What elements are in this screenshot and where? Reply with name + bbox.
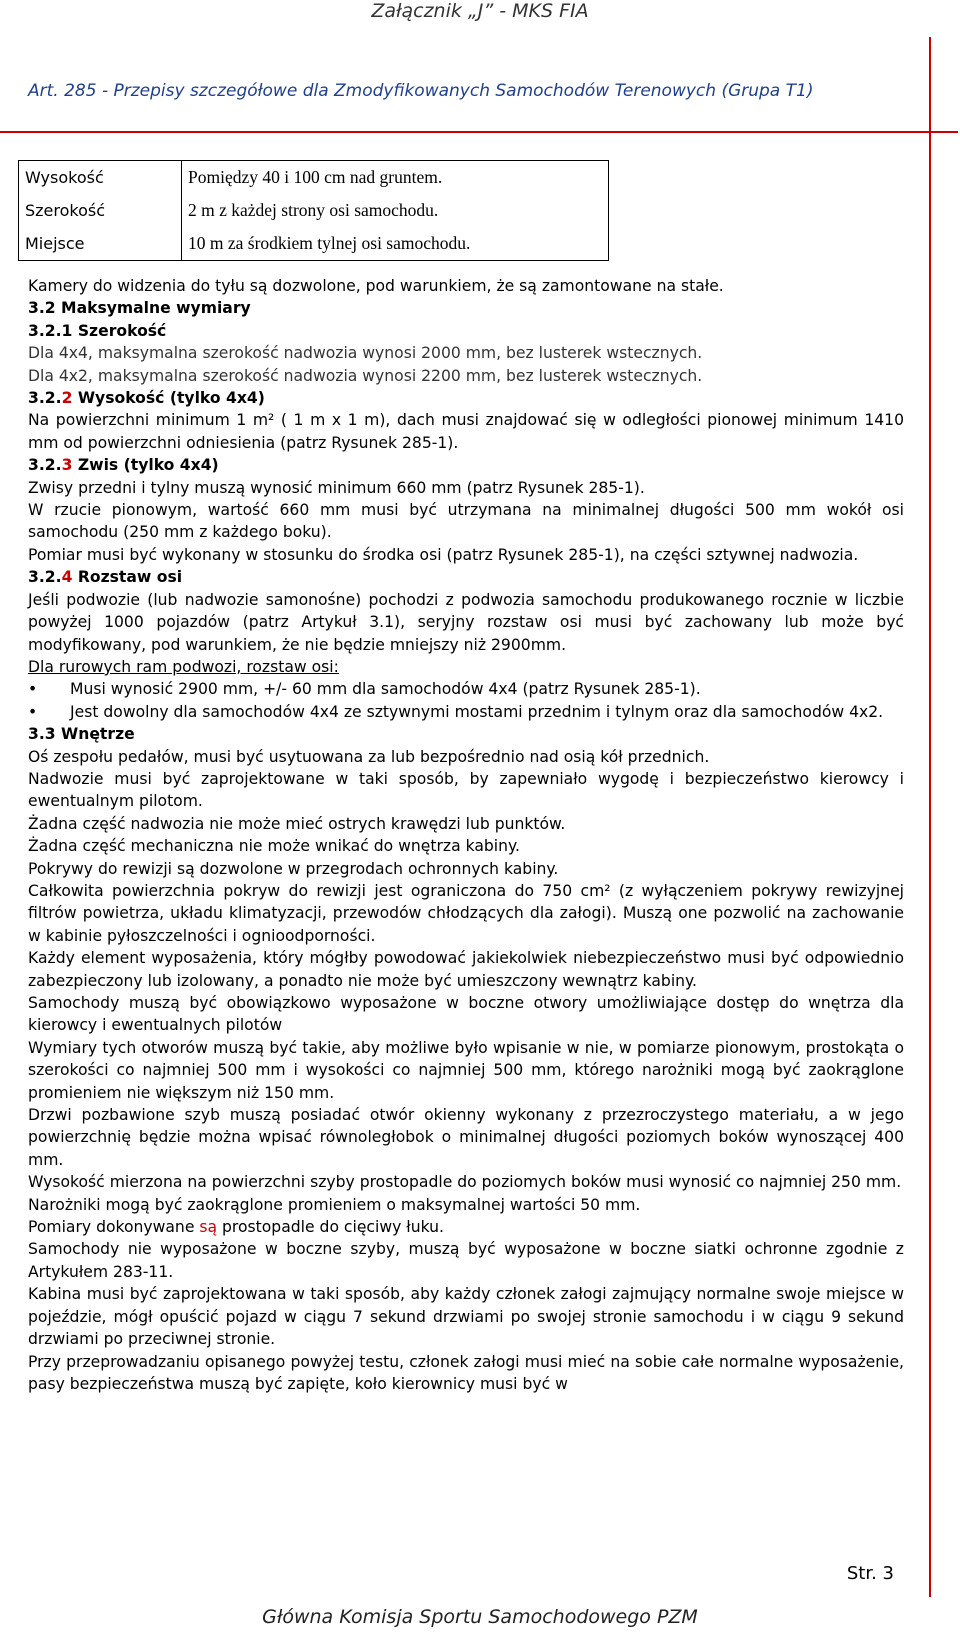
header-rule [0,131,958,133]
table-cell-value: 2 m z każdej strony osi samochodu. [188,200,439,220]
paragraph: Całkowita powierzchnia pokryw do rewizji jest ograniczona do 750 cm² (z wyłączeniem pokrywy rewizyjnej filtrów powietrza, układu klimatyzacji, przewodów chłodzących dla załogi). Muszą one pozwolić na zachowanie w kabinie pyłoszczelności i ognioodporności. [28,881,904,945]
page-number: Str. 3 [846,1563,894,1584]
underlined-text: Dla rurowych ram podwozi, rozstaw osi: [28,657,339,676]
heading-prefix: 3.2. [28,456,62,475]
heading-prefix: 3.2. [28,568,62,587]
bullet-icon: • [28,680,38,699]
heading-title: Wysokość (tylko 4x4) [72,389,265,408]
margin-rule [929,37,931,1597]
text-run: Pomiary dokonywane [28,1218,200,1237]
paragraph: Na powierzchni minimum 1 m² ( 1 m x 1 m), dach musi znajdować się w odległości pionowej minimum 1410 mm od powierzchni odniesienia (patrz Rysunek 285-1). [28,411,904,452]
paragraph: Samochody nie wyposażone w boczne szyby, muszą być wyposażone w boczne siatki ochronne zgodnie z Artykułem 283-11. [28,1240,904,1281]
table-cell-value: 10 m za środkiem tylnej osi samochodu. [188,233,471,253]
paragraph: Oś zespołu pedałów, musi być usytuowana za lub bezpośrednio nad osią kół przednich. [28,747,710,766]
paragraph: Zwisy przedni i tylny muszą wynosić minimum 660 mm (patrz Rysunek 285-1). [28,478,645,497]
attachment-title: Załącznik „J” - MKS FIA [371,0,589,22]
footer-organization: Główna Komisja Sportu Samochodowego PZM [262,1606,698,1628]
paragraph: Kamery do widzenia do tyłu są dozwolone, pod warunkiem, że są zamontowane na stałe. [28,277,724,295]
highlighted-word: są [199,1218,218,1237]
paragraph: Wysokość mierzona na powierzchni szyby prostopadle do poziomych boków musi wynosić co najmniej 250 mm. [28,1173,902,1192]
section-heading-3-2-4 [28,566,904,588]
paragraph: Pomiar musi być wykonany w stosunku do środka osi (patrz Rysunek 285-1), na części sztywnej nadwozia. [28,545,859,564]
paragraph [28,1216,904,1238]
paragraph: W rzucie pionowym, wartość 660 mm musi być utrzymana na minimalnej długości 500 mm wokół osi samochodu (250 mm z każdego boku). [28,501,904,542]
heading-title: Zwis (tylko 4x4) [72,456,219,475]
list-item [28,678,904,700]
paragraph: Samochody muszą być obowiązkowo wyposażone w boczne otwory umożliwiające dostęp do wnętrza dla kierowcy i ewentualnych pilotów [28,994,904,1035]
list-item-text: Musi wynosić 2900 mm, +/- 60 mm dla samochodów 4x4 (patrz Rysunek 285-1). [70,680,701,699]
bullet-icon: • [28,702,38,721]
paragraph: Dla 4x4, maksymalna szerokość nadwozia wynosi 2000 mm, bez lusterek wstecznych. [28,344,703,363]
paragraph: Kabina musi być zaprojektowana w taki sposób, aby każdy członek załogi zajmujący normalne swoje miejsce w pojeździe, mógł opuścić pojazd w ciągu 7 sekund drzwiami po swojej stronie samochodu i w ciągu 9 sekund drzwiami po przeciwnej stronie. [28,1285,904,1349]
bullet-list [28,678,904,723]
table-row [19,161,609,195]
section-heading-3-2: 3.2 Maksymalne wymiary [28,299,251,318]
paragraph: Każdy element wyposażenia, który mógłby powodować jakiekolwiek niebezpieczeństwo musi być odpowiednio zabezpieczony lub izolowany, a ponadto nie może być umieszczony wewnątrz kabiny. [28,949,904,990]
paragraph: Narożniki mogą być zaokrąglone promieniem o maksymalnej wartości 50 mm. [28,1195,641,1214]
document-body [28,275,904,1395]
paragraph: Jeśli podwozie (lub nadwozie samonośne) pochodzi z podwozia samochodu produkowanego rocznie w liczbie powyżej 1000 pojazdów (patrz Artykuł 3.1), seryjny rozstaw osi musi być zachowany lub może być modyfikowany, pod warunkiem, że nie będzie mniejszy niż 2900mm. [28,590,904,654]
section-heading-3-2-3 [28,454,904,476]
section-heading-3-2-2 [28,387,904,409]
list-item-text: Jest dowolny dla samochodów 4x4 ze sztywnymi mostami przednim i tylnym oraz dla samochodów 4x2. [70,702,884,721]
paragraph: Dla 4x2, maksymalna szerokość nadwozia wynosi 2200 mm, bez lusterek wstecznych. [28,366,703,385]
heading-title: Rozstaw osi [72,568,183,587]
paragraph: Nadwozie musi być zaprojektowane w taki sposób, by zapewniało wygodę i bezpieczeństwo kierowcy i ewentualnym pilotom. [28,769,904,811]
paragraph: Pokrywy do rewizji są dozwolone w przegrodach ochronnych kabiny. [28,859,559,878]
paragraph: Żadna część mechaniczna nie może wnikać do wnętrza kabiny. [28,837,520,856]
table-cell-value: Pomiędzy 40 i 100 cm nad gruntem. [188,167,443,187]
heading-number: 4 [61,568,73,587]
heading-number: 2 [61,389,73,408]
paragraph [28,656,904,678]
camera-dimensions-table [18,160,609,261]
heading-prefix: 3.2. [28,389,62,408]
table-cell-label: Wysokość [19,161,182,195]
table-row [19,227,609,261]
table-cell-label: Szerokość [19,194,182,227]
paragraph: Żadna część nadwozia nie może mieć ostrych krawędzi lub punktów. [28,814,566,833]
paragraph: Przy przeprowadzaniu opisanego powyżej testu, członek załogi musi mieć na sobie całe normalne wyposażenie, pasy bezpieczeństwa muszą być zapięte, koło kierownicy musi być w [28,1352,904,1393]
article-title: Art. 285 - Przepisy szczegółowe dla Zmodyfikowanych Samochodów Terenowych (Grupa T1) [28,81,814,101]
paragraph: Wymiary tych otworów muszą być takie, aby możliwe było wpisanie w nie, w pomiarze pionowym, prostokąta o szerokości co najmniej 500 mm i wysokości co najmniej 500 mm, którego narożniki mogą być zaokrąglone promieniem nie większym niż 150 mm. [28,1038,904,1102]
section-heading-3-2-1: 3.2.1 Szerokość [28,321,167,340]
text-run: prostopadle do cięciwy łuku. [217,1218,444,1237]
table-row [19,194,609,227]
heading-number: 3 [61,456,73,475]
paragraph: Drzwi pozbawione szyb muszą posiadać otwór okienny wykonany z przezroczystego materiału, a w jego powierzchnię będzie można wpisać równoległobok o minimalnej długości poziomych boków wynoszącej 400 mm. [28,1106,904,1169]
table-cell-label: Miejsce [19,227,182,261]
list-item [28,701,904,723]
section-heading-3-3: 3.3 Wnętrze [28,725,135,744]
